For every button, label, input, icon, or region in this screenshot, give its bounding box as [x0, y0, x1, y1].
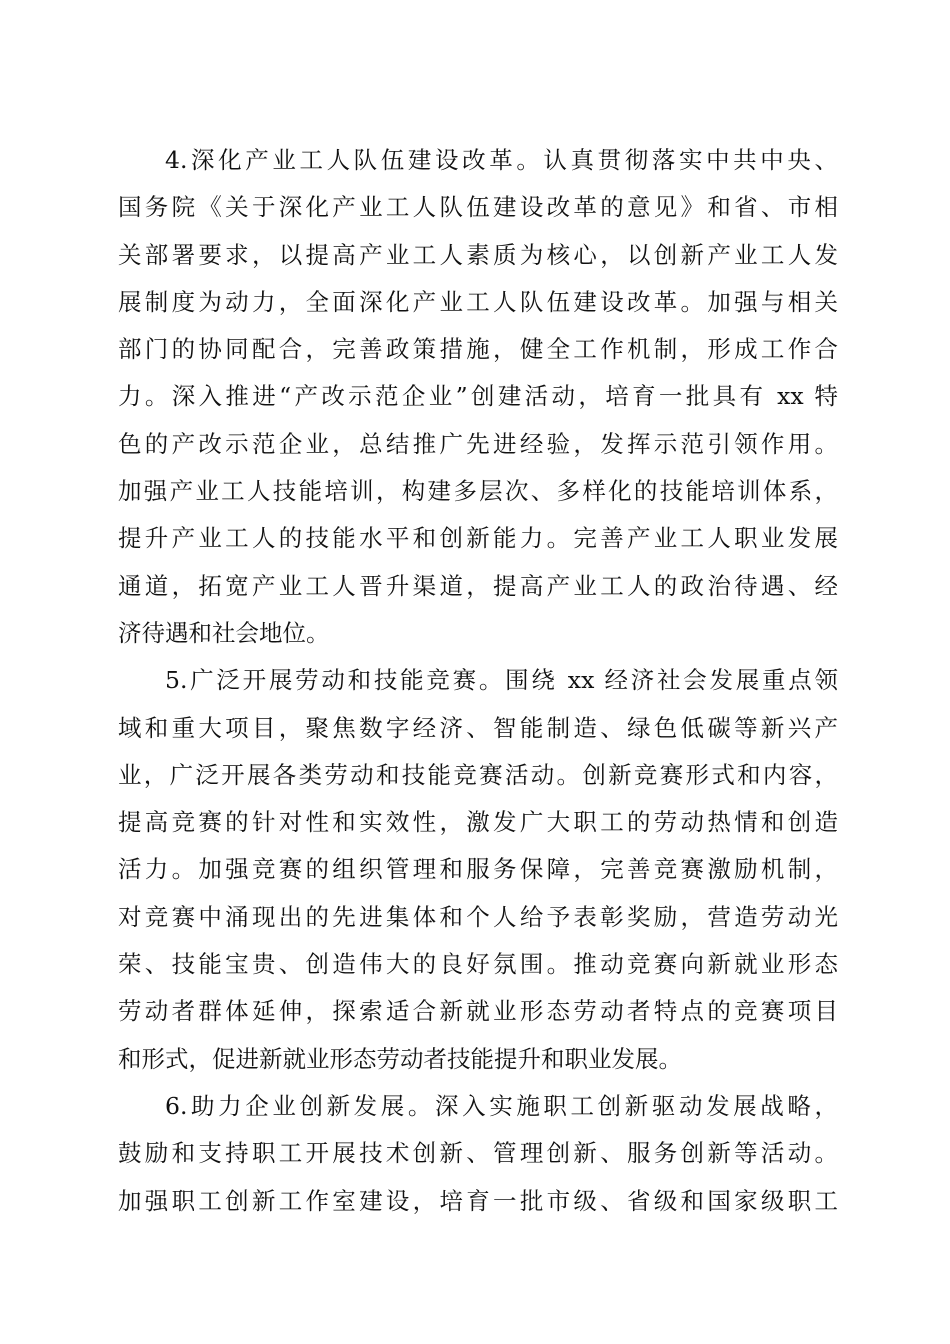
paragraph-line: 业，广泛开展各类劳动和技能竞赛活动。创新竞赛形式和内容，	[118, 760, 838, 789]
paragraph-line: 5.广泛开展劳动和技能竞赛。围绕 xx 经济社会发展重点领	[165, 666, 838, 695]
paragraph-line: 和形式，促进新就业形态劳动者技能提升和职业发展。	[118, 1044, 682, 1073]
paragraph-line: 关部署要求，以提高产业工人素质为核心，以创新产业工人发	[118, 240, 838, 269]
paragraph-line: 4.深化产业工人队伍建设改革。认真贯彻落实中共中央、	[165, 146, 838, 174]
paragraph-line: 展制度为动力，全面深化产业工人队伍建设改革。加强与相关	[118, 287, 838, 316]
paragraph-6-enterprise-innovation	[118, 1083, 838, 1225]
paragraph-line: 活力。加强竞赛的组织管理和服务保障，完善竞赛激励机制，	[118, 855, 838, 884]
paragraph-line: 提升产业工人的技能水平和创新能力。完善产业工人职业发展	[118, 524, 838, 553]
paragraph-5-labor-skill-competitions	[118, 657, 838, 1083]
paragraph-line: 加强职工创新工作室建设，培育一批市级、省级和国家级职工	[118, 1186, 838, 1215]
paragraph-line: 劳动者群体延伸，探索适合新就业形态劳动者特点的竞赛项目	[118, 997, 838, 1026]
paragraph-line: 国务院《关于深化产业工人队伍建设改革的意见》和省、市相	[118, 193, 838, 222]
paragraph-line: 6.助力企业创新发展。深入实施职工创新驱动发展战略，	[165, 1091, 838, 1120]
paragraph-line: 提高竞赛的针对性和实效性，激发广大职工的劳动热情和创造	[118, 808, 838, 837]
paragraph-line: 鼓励和支持职工开展技术创新、管理创新、服务创新等活动。	[118, 1139, 838, 1168]
paragraph-4-industrial-workers-reform	[118, 137, 838, 657]
paragraph-line: 加强产业工人技能培训，构建多层次、多样化的技能培训体系，	[118, 477, 838, 506]
paragraph-line: 通道，拓宽产业工人晋升渠道，提高产业工人的政治待遇、经	[118, 571, 838, 600]
paragraph-line: 荣、技能宝贵、创造伟大的良好氛围。推动竞赛向新就业形态	[118, 950, 838, 979]
paragraph-line: 色的产改示范企业，总结推广先进经验，发挥示范引领作用。	[118, 429, 838, 458]
paragraph-line: 对竞赛中涌现出的先进集体和个人给予表彰奖励，营造劳动光	[118, 902, 838, 931]
paragraph-line: 部门的协同配合，完善政策措施，健全工作机制，形成工作合	[118, 335, 838, 364]
paragraph-line: 域和重大项目，聚焦数字经济、智能制造、绿色低碳等新兴产	[118, 713, 838, 742]
paragraph-line: 力。深入推进“产改示范企业”创建活动，培育一批具有 xx 特	[118, 382, 838, 411]
paragraph-line: 济待遇和社会地位。	[118, 618, 330, 647]
document-body	[118, 137, 838, 1225]
